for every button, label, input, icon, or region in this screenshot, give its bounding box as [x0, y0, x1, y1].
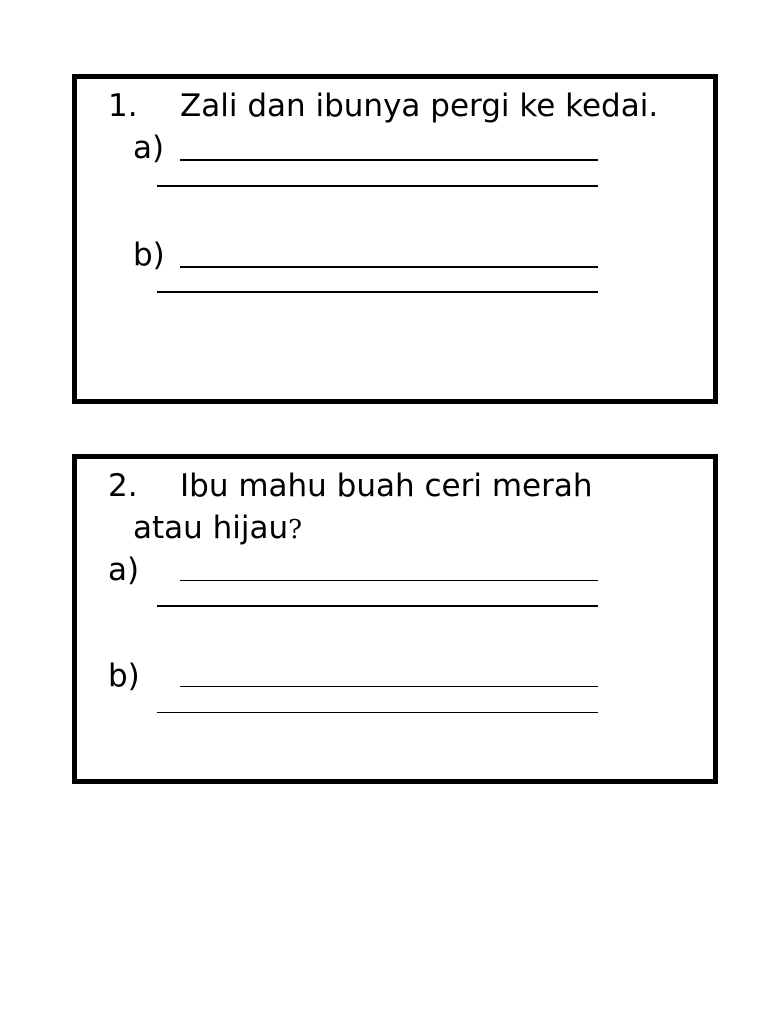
question-2-text-line-2-words: atau hijau [133, 510, 289, 546]
question-1-number: 1. [108, 88, 138, 124]
question-1-answer-b-line-1[interactable] [180, 266, 598, 268]
question-2-answer-b-line-2[interactable] [157, 712, 598, 713]
question-2-answer-a-line-2[interactable] [157, 605, 598, 607]
question-2-text-line-2 [133, 510, 302, 548]
question-2-answer-b-line-1[interactable] [180, 686, 598, 687]
question-2-answer-b-label: b) [108, 658, 140, 694]
question-1-answer-a-label: a) [133, 130, 165, 166]
question-card-1 [72, 74, 718, 404]
question-2-answer-a-label: a) [108, 552, 140, 588]
question-1-answer-a-line-1[interactable] [180, 159, 598, 161]
question-2-number: 2. [108, 468, 138, 504]
question-card-2 [72, 454, 718, 784]
question-2-answer-a-line-1[interactable] [180, 580, 598, 581]
question-mark: ? [288, 515, 303, 545]
question-1-answer-b-label: b) [133, 237, 165, 273]
question-1-answer-a-line-2[interactable] [157, 185, 598, 187]
question-1-text: Zali dan ibunya pergi ke kedai. [180, 88, 659, 124]
question-2-text-line-1: Ibu mahu buah ceri merah [180, 468, 593, 504]
question-1-answer-b-line-2[interactable] [157, 291, 598, 293]
